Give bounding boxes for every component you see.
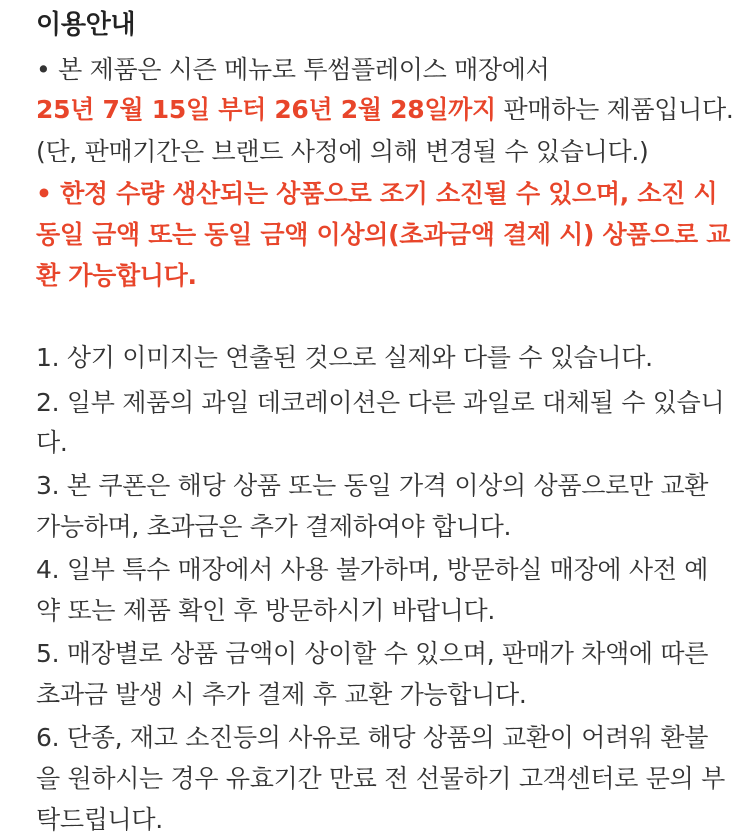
guide-title: 이용안내: [36, 10, 136, 40]
intro-line-1: • 본 제품은 시즌 메뉴로 투썸플레이스 매장에서: [36, 55, 550, 84]
notice-6-line-3: 탁드립니다.: [36, 805, 163, 834]
sale-period-line: [36, 93, 732, 127]
limited-warning-line-3: 환 가능합니다.: [36, 261, 197, 290]
sale-period-highlight: 25년 7월 15일 부터 26년 2월 28일까지: [36, 95, 496, 124]
notice-6-line-1: 6. 단종, 재고 소진등의 사유로 해당 상품의 교환이 어려워 환불: [36, 723, 709, 752]
sale-period-rest: 판매하는 제품입니다.: [495, 95, 734, 124]
limited-warning-line-1: • 한정 수량 생산되는 상품으로 조기 소진될 수 있으며, 소진 시: [36, 179, 718, 208]
notice-4-line-1: 4. 일부 특수 매장에서 사용 불가하며, 방문하실 매장에 사전 예: [36, 555, 709, 584]
intro-line-3: (단, 판매기간은 브랜드 사정에 의해 변경될 수 있습니다.): [36, 137, 649, 166]
notice-2-line-1: 2. 일부 제품의 과일 데코레이션은 다른 과일로 대체될 수 있습니: [36, 388, 725, 417]
notice-6-line-2: 을 원하시는 경우 유효기간 만료 전 선물하기 고객센터로 문의 부: [36, 764, 725, 793]
notice-1-line-1: 1. 상기 이미지는 연출된 것으로 실제와 다를 수 있습니다.: [36, 343, 653, 372]
limited-warning-line-2: 동일 금액 또는 동일 금액 이상의(초과금액 결제 시) 상품으로 교: [36, 220, 731, 249]
notice-5-line-2: 초과금 발생 시 추가 결제 후 교환 가능합니다.: [36, 680, 527, 709]
notice-5-line-1: 5. 매장별로 상품 금액이 상이할 수 있으며, 판매가 차액에 따른: [36, 639, 709, 668]
notice-2-line-2: 다.: [36, 428, 68, 457]
notice-4-line-2: 약 또는 제품 확인 후 방문하시기 바랍니다.: [36, 596, 495, 625]
notice-3-line-1: 3. 본 쿠폰은 해당 상품 또는 동일 가격 이상의 상품으로만 교환: [36, 471, 709, 500]
notice-3-line-2: 가능하며, 초과금은 추가 결제하여야 합니다.: [36, 512, 512, 541]
